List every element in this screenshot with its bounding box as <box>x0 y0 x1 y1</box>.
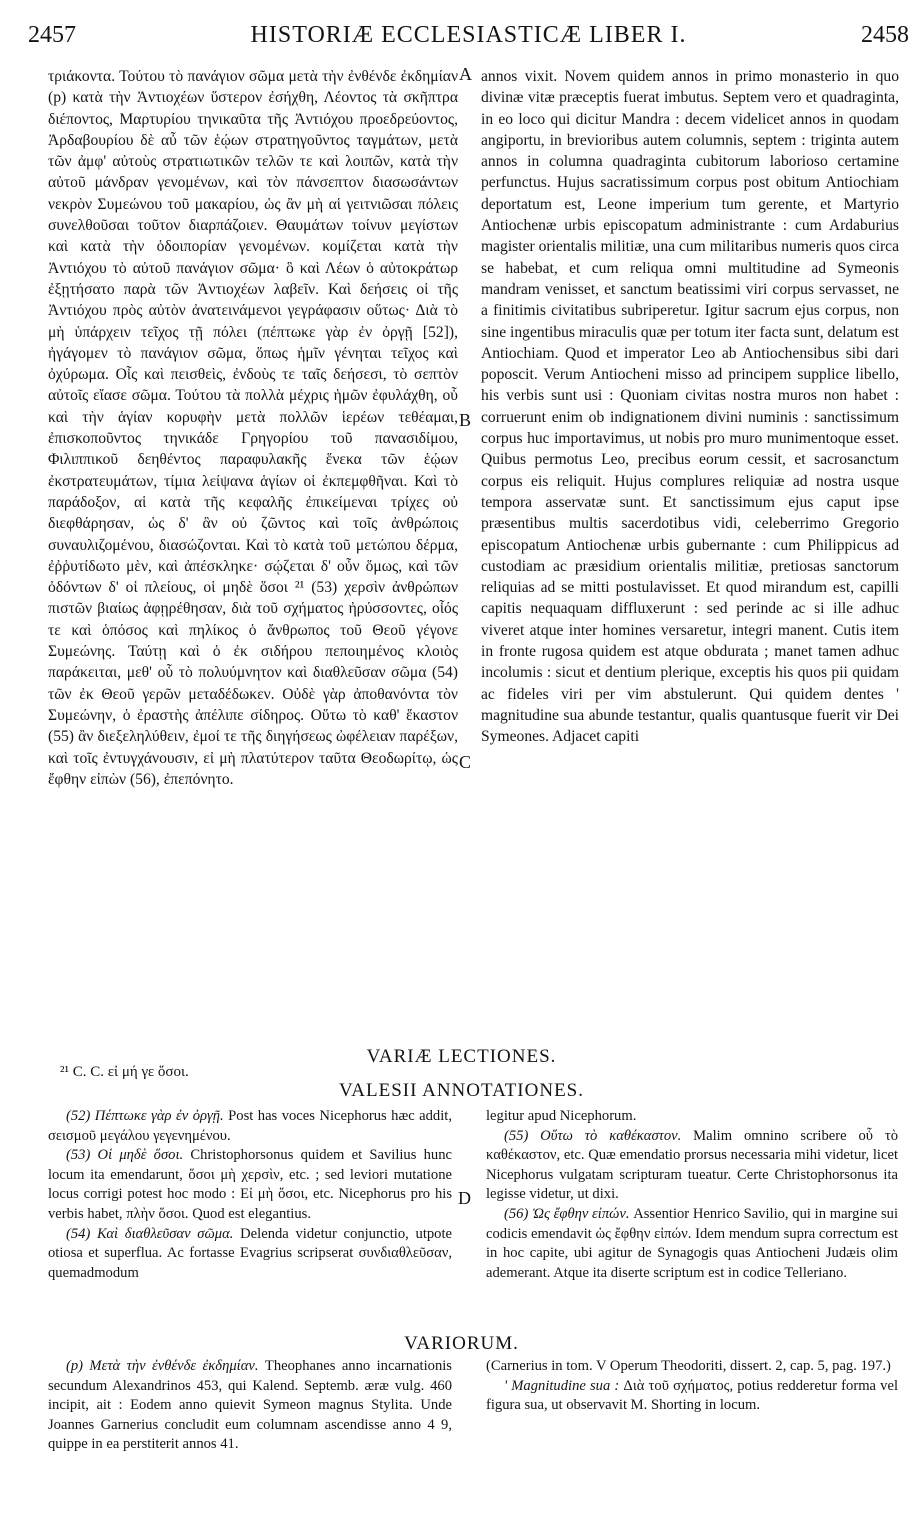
annotation-text: Delenda videtur conjunctio, utpote otiosa et superflua. Ac fortasse Evagrius scripserat συνδιαθλεῦσαν, quemadmodum <box>48 1225 452 1281</box>
annotation-note <box>48 1107 452 1146</box>
annotation-lemma: ' Magnitudine sua : <box>504 1377 620 1394</box>
annotation-lemma: (56) Ὡς ἔφθην εἰπών. <box>504 1205 630 1222</box>
annotation-lemma: (53) Οἱ μηδὲ ὅσοι. <box>66 1147 184 1164</box>
margin-letter-a: A <box>459 64 472 84</box>
annotation-text: (Carnerius in tom. V Operum Theodoriti, dissert. 2, cap. 5, pag. 197.) <box>486 1358 891 1374</box>
annotation-text: Assentior Henrico Savilio, qui in margine sui codicis emendavit ὡς ἔφθην εἰπών. Idem mendum supra correctum est in hoc capite, ubi agitur de Synagogis quas Antiocheni Judæis olim ademerant. Atque ita diserte scriptum est in codice Telleriano. <box>486 1205 899 1281</box>
annotation-text: legitur apud Nicephorum. <box>486 1108 637 1124</box>
section-heading-variorum: VARIORUM. <box>404 1333 519 1354</box>
section-heading-valesii-annotationes: VALESII ANNOTATIONES. <box>338 1080 584 1101</box>
annotation-note <box>486 1107 898 1127</box>
annotation-text: Διὰ τοῦ σχήματος, potius redderetur forma vel figura sua, ut observavit M. Shorting in locum. <box>486 1377 898 1414</box>
section-heading-variae-lectiones: VARIÆ LECTIONES. <box>366 1046 557 1067</box>
annotation-text: Malim omnino scribere οὗ τὸ καθέκαστον, etc. Quæ emendatio prorsus necessaria mihi videtur, licet Nicephorus vulgatam scripturam tueatur. Certe Christophorsonus ita legisse videtur, ut dixi. <box>486 1127 898 1203</box>
right-column-number: 2458 <box>861 22 909 48</box>
margin-letter-c: C <box>459 752 472 772</box>
annotation-lemma: (52) Πέπτωκε γὰρ ἐν ὀργῇ. <box>66 1108 224 1124</box>
greek-column: τριάκοντα. Τούτου τὸ πανάγιον σῶμα μετὰ τὴν ἐνθένδε ἐκδημίαν (p) κατὰ τὴν Ἀντιοχέων ὕστερον ἐσήχθη, Λέοντος τὰ σκῆπτρα διέποντος, Μαρτυρίου τηνικαῦτα τῆς Ἀντιόχου προεδρεύοντος, Ἀρδαβουρίου δὲ αὖ τῶν ἑῴων στρατηγοῦντος ταγμάτων, μετὰ τῶν ἀμφ' αὐτοὺς στρατιωτικῶν τελῶν τε καὶ λοιπῶν, κατὰ τὴν αὐτοῦ μάνδραν γενομένων, καὶ τὸν πάνσεπτον διασωσάντων νεκρὸν Συμεώνου τοῦ μακαρίου, ὡς ἂν μὴ αἱ γειτνιῶσαι πόλεις συνελθοῦσαι τοῦτον διαρπάζοιεν. Θαυμάτων τοίνυν μεγίστων καὶ κατὰ τὴν ὁδοιπορίαν γενομένων. κομίζεται κατὰ τὴν Ἀντιόχου τὸ αὐτοῦ πανάγιον σῶμα· ὃ καὶ Λέων ὁ αὐτοκράτωρ ἐξῃτήσατο παρὰ τῶν Ἀντιοχέων λαβεῖν. Καὶ δεήσεις οἱ τῆς Ἀντιόχου πρὸς αὐτὸν ἀνατεινάμενοι γεγράφασιν οὕτως· Διὰ τὸ μὴ ὑπάρχειν τεῖχος τῇ πόλει (πέπτωκε γὰρ ἐν ὀργῇ [52]), ἠγάγομεν τὸ πανάγιον σῶμα, ὅπως ἡμῖν γένηται τεῖχος καὶ ὀχύρωμα. Οἷς καὶ πεισθεὶς, ἐνδοὺς τε ταῖς δεήσεσι, τὸ σεπτὸν αὐτοῖς εἴασε σῶμα. Τούτου τὰ πολλὰ μέχρις ἡμῶν ἐφυλάχθη, οὗ καὶ τὴν ἁγίαν κορυφὴν μετὰ πολλῶν ἱερέων τεθέαμαι, ἐπισκοποῦντος τηνικάδε Γρηγορίου τοῦ πανασιδίμου, Φιλιππικοῦ δεηθέντος παραφυλακῆς ἕνεκα τῶν ἑῴων ἐκστρατευμάτων, τίμια λείψανα ἁγίων οἱ ἐκπεμφθῆναι. Καὶ τὸ παράδοξον, αἱ κατὰ τῆς κεφαλῆς ἐπικείμεναι τρίχες οὐ διεφθάρησαν, ὡς δ' ἂν οὐ ζῶντος καὶ τοῖς ἀνθρώποις συναυλιζομένου, διασώζονται. Καὶ τὸ κατὰ τοῦ μετώπου δέρμα, ἐῤῥυτίδωτο μὲν, καὶ ἀπέσκληκε· σῴζεται δ' οὖν ὅμως, καὶ τῶν ὀδόντων δ' οἱ πλείους, οἱ μηδὲ ὅσοι ²¹ (53) χερσὶν ἀνθρώπων πιστῶν βιαίως ἀφῃρέθησαν, διὰ τοῦ σχήματος ἠρύσσοντες, οἷός τε καὶ ὁπόσος καὶ πηλίκος ὁ ἄνθρωπος τοῦ Θεοῦ γέγονε Συμεώνης. Ταύτῃ καὶ ὁ ἐκ σιδήρου πεποιημένος κλοιὸς παράκειται, μεθ' οὗ τὸ πολυύμνητον καὶ διαθλεῦσαν σῶμα (54) τῶν ἐκ Θεοῦ γερῶν μεταδέδωκεν. Οὐδὲ γὰρ ἀποθανόντα τὸν Συμεώνην, ὁ ἐραστὴς ἀπέλιπε σίδηρος. Οὕτω τὸ καθ' ἕκαστον (55) ἂν διεξεληλύθειν, ἐμοί τε τῆς διηγήσεως ὠφέλειαν παρέξων, καὶ τοῖς ἐντυγχάνουσιν, εἰ μὴ πλατύτερον ταῦτα Θεοδωρίτῳ, ὡς ἔφθην εἰπὼν (56), ἐπεπόνητο. <box>48 68 458 788</box>
running-header <box>28 22 909 56</box>
latin-column <box>481 66 899 748</box>
margin-letter-b: B <box>459 410 472 430</box>
annotation-note <box>486 1357 898 1377</box>
annotation-lemma: (54) Καὶ διαθλεῦσαν σῶμα. <box>66 1225 234 1242</box>
variorum-notes-right <box>486 1357 898 1416</box>
margin-letter-d: D <box>458 1188 471 1208</box>
annotation-note <box>486 1127 898 1205</box>
annotation-note <box>486 1377 898 1416</box>
annotation-note <box>486 1205 898 1283</box>
annotation-note <box>48 1357 452 1455</box>
annotation-lemma: (55) Οὕτω τὸ καθέκαστον. <box>504 1127 682 1144</box>
annotation-note <box>48 1225 452 1284</box>
running-title: HISTORIÆ ECCLESIASTICÆ LIBER I. <box>250 22 687 48</box>
valesii-notes-right <box>486 1107 898 1283</box>
annotation-note <box>48 1146 452 1224</box>
annotation-text: Post has voces Nicephorus hæc addit, σεισμοῦ μεγάλου γεγενημένου. <box>48 1108 452 1144</box>
variant-reading-note: ²¹ C. C. εἰ μή γε ὅσοι. <box>60 1064 189 1080</box>
latin-text: annos vixit. Novem quidem annos in primo monasterio in quo divinæ vitæ præceptis fuerat imbutus. Septem vero et quadraginta, in eo loco qui dicitur Mandra : decem videlicet annos in quodam angiportu, in brevioribus autem columnis, septem : triginta autem annos in columna quadraginta cubitorum laborioso certamine perfunctus. Hujus sacratissimum corpus post obitum Antiochiam deportatum est, Leone imperium tum gerente, et Martyrio Antiochenæ urbis episcopatum administrante : cum Ardaburius magister orientalis militiæ, una cum militaribus numeris quos circa se habebat, et cum reliqua omni multitudine ad Symeonis mandram venisset, et sanctum beatissimi viri corpus servasset, ne a finitimis civitatibus subriperetur. Igitur sacrum ejus corpus, non sine ingentibus miraculis quæ per totum iter facta sunt, delatum est Antiochiam. Quod et imperator Leo ab Antiochensibus sibi dari poposcit. Verum Antiocheni misso ad principem supplice libello, his verbis sunt usi : Quoniam civitas nostra muros non habet : corruerunt enim ob indignationem divini numinis : sanctissimum corpus huc importavimus, ut nobis pro muro munimentoque esset. Quibus permotus Leo, precibus eorum cessit, et sacrosanctum corpus eis reliquit. Hujus complures reliquiæ ad nostra usque tempora asservatæ sunt. Et sanctissimum ejus caput ipse præsentibus multis sacerdotibus vidi, celeberrimo Gregorio episcopatum Antiochenæ urbis gubernante : cum Philippicus ad custodiam ac præsidium orientalis militiæ, pretiosas sanctorum reliquias ad se mitti postulavisset. Et quod mirandum est, capilli capitis nequaquam diffluxerunt : sed perinde ac si ille adhuc viveret atque inter homines versaretur, integri manent. Cutis item in fronte rugosa quidem est atque obdurata ; manet tamen adhuc incolumis : sicut et dentium plerique, exceptis his quos pii quidam ac fideles viri per vim abstulerunt. Qui quidem dentes ' magnitudine sua abunde testantur, qualis quantusque fuerit vir Dei Symeones. Adjacet capiti <box>481 68 899 746</box>
left-column-number: 2457 <box>28 22 76 48</box>
variorum-notes-left <box>48 1357 452 1455</box>
valesii-notes-left <box>48 1107 452 1283</box>
annotation-text: Theophanes anno incarnationis secundum Alexandrinos 453, qui Kalend. Septemb. æræ vulg. 460 incipit, ait : Eodem anno quievit Symeon magnus Stylita. Unde Joannes Garnerius concludit eum columnam ascendisse anno 4 9, quippe in ea perstiterit annos 41. <box>48 1358 452 1453</box>
annotation-text: Christophorsonus quidem et Savilius hunc locum ita emendarunt, ὅσοι μὴ χερσὶν, etc. ; sed leviori mutatione locus corrigi potest hoc modo : Εἰ μὴ ὅσοι, etc. Nicephorus pro his verbis habet, πλὴν ὅσοι. Quod est elegantius. <box>48 1147 452 1222</box>
annotation-lemma: (p) Μετὰ τὴν ἐνθένδε ἐκδημίαν. <box>66 1358 259 1374</box>
